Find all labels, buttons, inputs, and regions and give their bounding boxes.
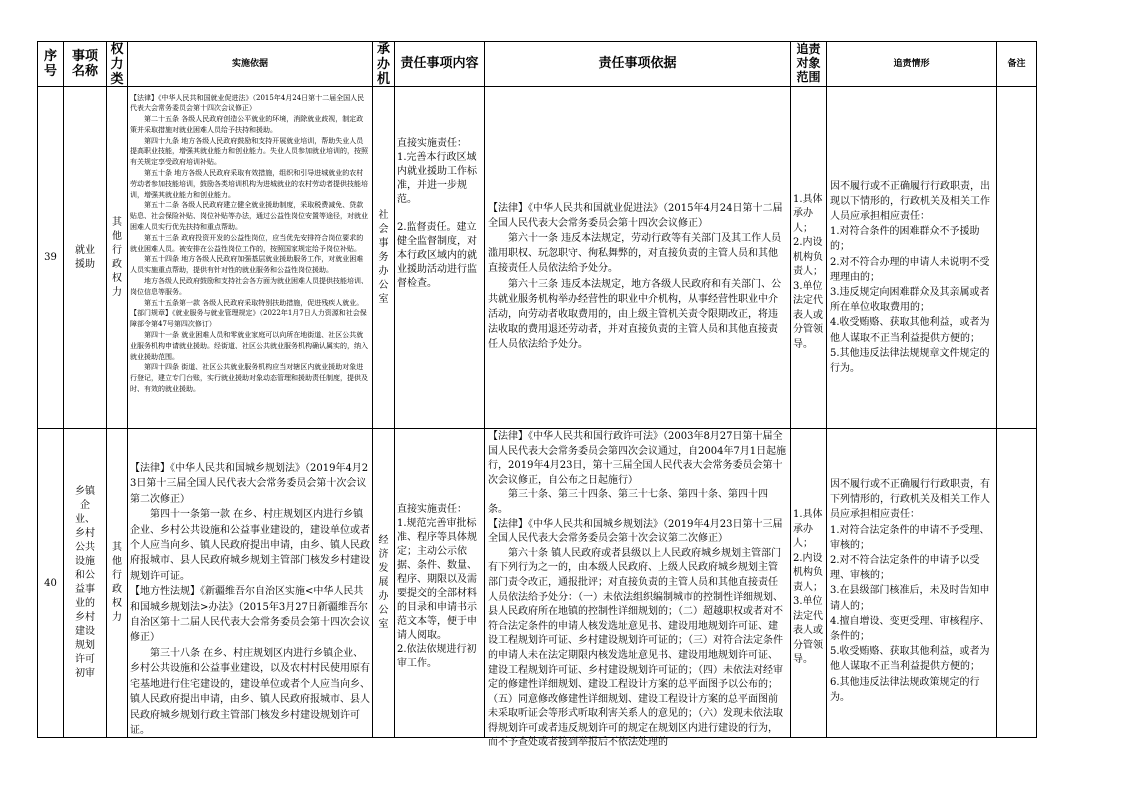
cell-item-name: 乡镇企业、乡村公共设施和公益事业的乡村建设规划许可初审 xyxy=(64,429,107,738)
header-item-name: 事项名称 xyxy=(64,42,107,87)
header-duty-basis: 责任事项依据 xyxy=(485,42,791,87)
cell-target: 1.具体承办人； 2.内设机构负责人； 3.单位法定代表人或分管领导。 xyxy=(791,429,827,738)
table-row xyxy=(38,87,1037,429)
cell-undertaker: 经济发展办公室 xyxy=(373,429,395,738)
cell-power-type: 其他行政权力 xyxy=(107,429,128,738)
cell-remark xyxy=(997,429,1037,738)
cell-undertaker: 社会事务办公室 xyxy=(373,87,395,429)
header-undertaker: 承办机 xyxy=(373,42,395,87)
header-row xyxy=(38,42,1037,87)
header-power-type: 权力类 xyxy=(107,42,128,87)
cell-duty-content: 直接实施责任： 1.完善本行政区域内就业援助工作标准，并进一步规范。 2.监督责任。建立健全监督制度，对本行政区域内的就业援助活动进行监督检查。 xyxy=(395,87,485,429)
header-remark: 备注 xyxy=(997,42,1037,87)
cell-situation: 因不履行或不正确履行行政职责，出现以下情形的，行政机关及相关工作人员应承担相应责任： 1.对符合条件的困难群众不予援助的； 2.对不符合办理的申请人未说明不受理理由的； 3.违反规定向困难群众及其亲属或者所在单位收取费用的； 4.收受贿赂、获取其他利益，或者为他人谋取不正当利益提供方便的； 5.其他违反法律法规规章文件规定的行为。 xyxy=(827,87,997,429)
cell-remark xyxy=(997,87,1037,429)
header-situation: 追责情形 xyxy=(827,42,997,87)
cell-duty-content: 直接实施责任： 1.规范完善审批标准、程序等具体规定；主动公示依据、条件、数量、程序、期限以及需要提交的全部材料的目录和申请书示范文本等，便于申请人阅取。 2.依法依规进行初审工作。 xyxy=(395,429,485,738)
cell-situation: 因不履行或不正确履行行政职责，有下列情形的，行政机关及相关工作人员应承担相应责任： 1.对符合法定条件的申请不予受理、审核的； 2.对不符合法定条件的申请予以受理、审核的； 3.在县级部门核准后，未及时告知申请人的； 4.擅自增设、变更受理、审核程序、条件的； 5.收受贿赂、获取其他利益，或者为他人谋取不正当利益提供方便的； 6.其他违反法律法规政策规定的行为。 xyxy=(827,429,997,738)
header-duty-content: 责任事项内容 xyxy=(395,42,485,87)
cell-power-type: 其他行政权力 xyxy=(107,87,128,429)
table-row xyxy=(38,429,1037,738)
accountability-table xyxy=(37,41,1037,749)
header-basis: 实施依据 xyxy=(128,42,373,87)
header-seq: 序号 xyxy=(38,42,64,87)
header-target: 追责对象范围 xyxy=(791,42,827,87)
cell-item-name: 就业援助 xyxy=(64,87,107,429)
cell-seq: 39 xyxy=(38,87,64,429)
cell-duty-basis: 【法律】《中华人民共和国行政许可法》（2003年8月27日第十届全国人民代表大会常务委员会第四次会议通过，自2004年7月1日起施行，2019年4月23日，第十三届全国人民代表大会常务委员会第十次会议修正，自公布之日起施行） 第三十条、第三十四条、第三十七条、第四十条、第四十四条。 【法律】《中华人民共和国城乡规划法》（2019年4月23日第十三届全国人民代表大会常务委员会第十次会议第二次修正） 第六十条 镇人民政府或者县级以上人民政府城乡规划主管部门有下列行为之一的，由本级人民政府、上级人民政府城乡规划主管部门责令改正，通报批评；对直接负责的主管人员和其他直接责任人员依法给予处分：（一）未依法组织编制城市的控制性详细规划、县人民政府所在地镇的控制性详细规划的；（二）超越职权或者对不符合法定条件的申请人核发选址意见书、建设用地规划许可证、建设工程规划许可证、乡村建设规划许可证的；（三）对符合法定条件的申请人未在法定期限内核发选址意见书、建设用地规划许可证、建设工程规划许可证、乡村建设规划许可证的；（四）未依法对经审定的修建性详细规划、建设工程设计方案的总平面图予以公布的；（五）同意修改修建性详细规划、建设工程设计方案的总平面图前未采取听证会等形式听取利害关系人的意见的；（六）发现未依法取得规划许可或者违反规划许可的规定在规划区内进行建设的行为，而不予查处或者接到举报后不依法处理的 xyxy=(485,429,791,738)
cell-duty-basis: 【法律】《中华人民共和国就业促进法》（2015年4月24日第十二届全国人民代表大会常务委员会第十四次会议修正） 第六十一条 违反本法规定，劳动行政等有关部门及其工作人员滥用职权、玩忽职守、徇私舞弊的，对直接负责的主管人员和其他直接责任人员依法给予处分。 第六十三条 违反本法规定，地方各级人民政府和有关部门、公共就业服务机构举办经营性的职业中介机构，从事经营性职业中介活动，向劳动者收取费用的，由上级主管机关责令限期改正，将违法收取的费用退还劳动者，并对直接负责的主管人员和其他直接责任人员依法给予处分。 xyxy=(485,87,791,429)
cell-basis: 【法律】《中华人民共和国城乡规划法》（2019年4月23日第十三届全国人民代表大会常务委员会第十次会议第二次修正） 第四十一条第一款 在乡、村庄规划区内进行乡镇企业、乡村公共设施和公益事业建设的，建设单位或者个人应当向乡、镇人民政府提出申请，由乡、镇人民政府报城市、县人民政府城乡规划主管部门核发乡村建设规划许可证。 【地方性法规】《新疆维吾尔自治区实施<中华人民共和国城乡规划法>办法》（2015年3月27日新疆维吾尔自治区第十二届人民代表大会常务委员会第十四次会议修正） 第三十八条 在乡、村庄规划区内进行乡镇企业、乡村公共设施和公益事业建设，以及农村村民使用原有宅基地进行住宅建设的，建设单位或者个人应当向乡、镇人民政府提出申请，由乡、镇人民政府报城市、县人民政府城乡规划行政主管部门核发乡村建设规划许可证。 xyxy=(128,429,373,738)
cell-seq: 40 xyxy=(38,429,64,738)
cell-basis: 【法律】《中华人民共和国就业促进法》（2015年4月24日第十二届全国人民代表大会常务委员会第十四次会议修正） 第二十五条 各级人民政府创造公平就业的环境，消除就业歧视，制定政策并采取措施对就业困难人员给予扶持和援助。 第四十九条 地方各级人民政府鼓励和支持开展就业培训，帮助失业人员提高职业技能，增强其就业能力和创业能力。失业人员参加就业培训的，按照有关规定享受政府培训补贴。 第五十条 地方各级人民政府采取有效措施，组织和引导进城就业的农村劳动者参加技能培训，鼓励各类培训机构为进城就业的农村劳动者提供技能培训，增强其就业能力和创业能力。 第五十二条 各级人民政府建立健全就业援助制度，采取税费减免、贷款贴息、社会保险补贴、岗位补贴等办法，通过公益性岗位安置等途径，对就业困难人员实行优先扶持和重点帮助。 第五十三条 政府投资开发的公益性岗位，应当优先安排符合岗位要求的就业困难人员。被安排在公益性岗位工作的，按照国家规定给予岗位补贴。 第五十四条 地方各级人民政府加强基层就业援助服务工作，对就业困难人员实施重点帮助，提供有针对性的就业服务和公益性岗位援助。 地方各级人民政府鼓励和支持社会各方面为就业困难人员提供技能培训、岗位信息等服务。 第五十五条第一款 各级人民政府采取特别扶助措施，促进残疾人就业。 【部门规章】《就业服务与就业管理规定》（2022年1月7日人力资源和社会保障部令第47号第四次修订） 第四十一条 就业困难人员和零就业家庭可以向所在地街道、社区公共就业服务机构申请就业援助。经街道、社区公共就业服务机构确认属实的，纳入就业援助范围。 第四十四条 街道、社区公共就业服务机构应当对辖区内就业援助对象进行登记，建立专门台账，实行就业援助对象动态管理和援助责任制度，提供及时、有效的就业援助。 xyxy=(128,87,373,429)
cell-target: 1.具体承办人； 2.内设机构负责人； 3.单位法定代表人或分管领导。 xyxy=(791,87,827,429)
